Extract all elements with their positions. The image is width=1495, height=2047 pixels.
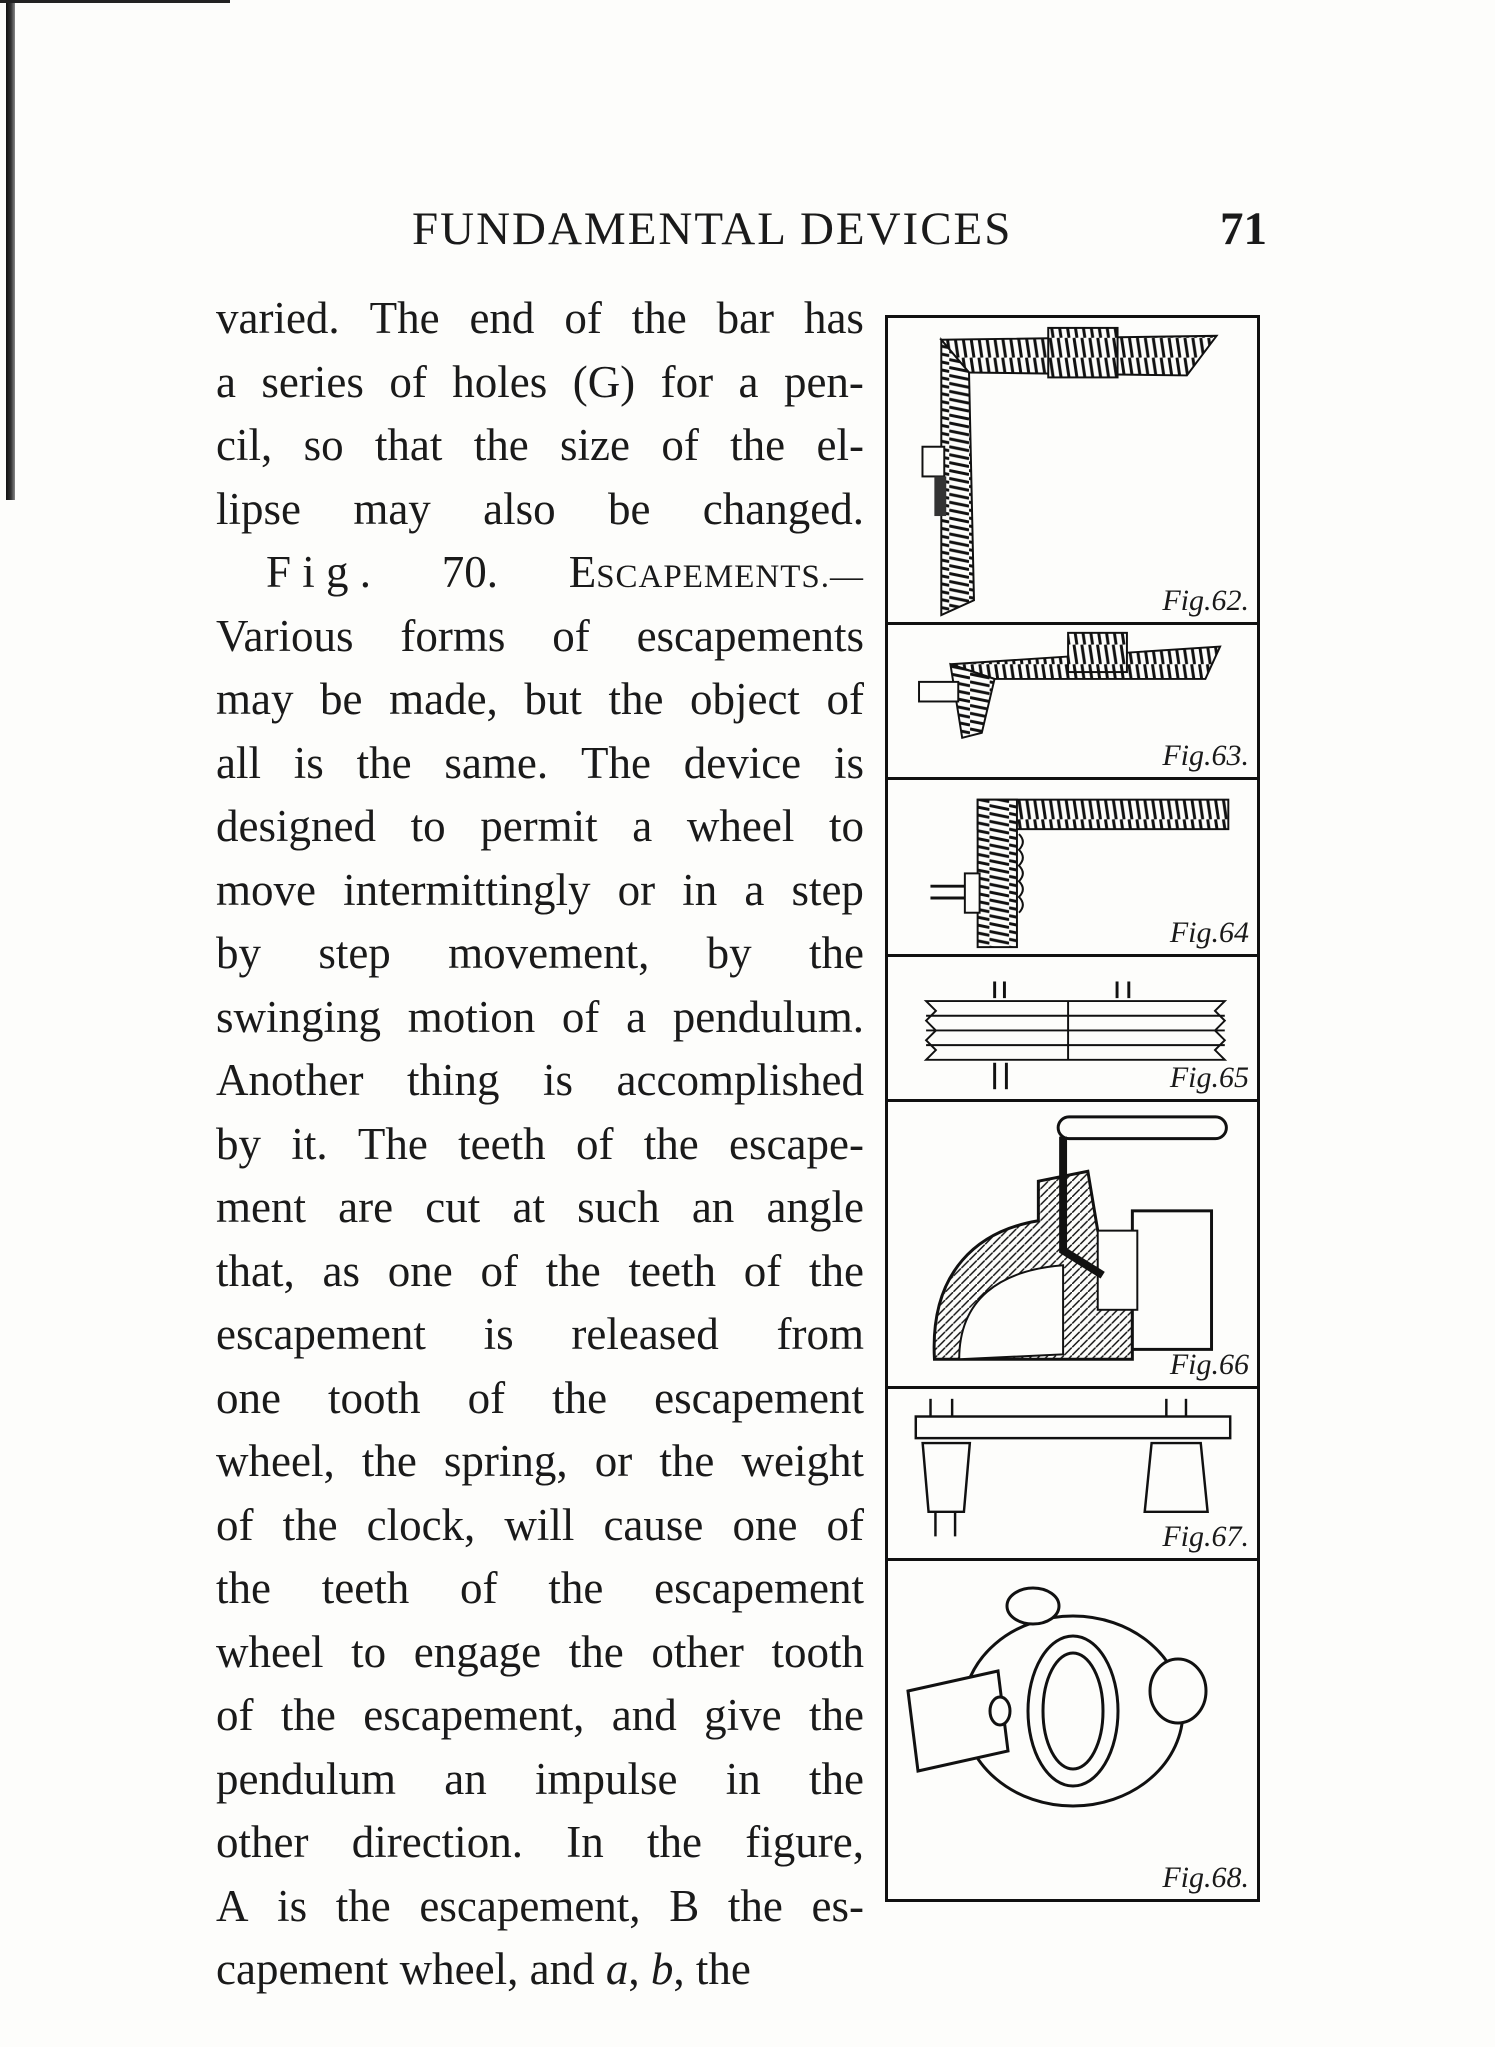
section-line: ment are cut at such an angle [216,1182,864,1232]
section-line: wheel, the spring, or the weight [216,1436,864,1486]
section-line: that, as one of the teeth of the [216,1245,864,1296]
figure-62 [888,318,1257,625]
section-line: Various forms of escapements [216,610,864,661]
section-line: of the escapement, and give the [216,1690,864,1740]
section-line: wheel to engage the other tooth [216,1626,864,1677]
valve-with-lever-drawing [888,1102,1257,1386]
top-rule [0,0,230,3]
body-line: lipse may also be changed. [216,483,864,534]
section-line: may be made, but the object of [216,674,864,724]
figure-66 [888,1102,1257,1389]
section-line: designed to permit a wheel to [216,801,864,851]
figure-63 [888,625,1257,780]
section-line: escapement is released from [216,1309,864,1359]
section-line: swinging motion of a pendulum. [216,991,864,1042]
section-line: the teeth of the escapement [216,1563,864,1613]
section-line: pendulum an impulse in the [216,1753,864,1804]
section-heading-line [216,541,864,605]
section-line: by step movement, by the [216,928,864,978]
figure-64-label: Fig.64 [1169,916,1249,949]
body-line: varied. The end of the bar has [216,293,864,343]
figure-63-label: Fig.63. [1162,739,1249,772]
body-line: a series of holes (G) for a pen- [216,356,864,407]
section-line: other direction. In the figure, [216,1817,864,1867]
section-line: all is the same. The device is [216,737,864,788]
figure-65 [888,957,1257,1102]
paragraph-escapements [216,605,864,1939]
section-line: Another thing is accomplished [216,1055,864,1105]
section-line: by it. The teeth of the escape- [216,1118,864,1169]
figure-68-label: Fig.68. [1162,1861,1249,1894]
figure-64 [888,780,1257,957]
section-line: one tooth of the escapement [216,1372,864,1423]
body-line-last: capement wheel, and a, b, the [216,1944,751,1994]
body-text [216,287,864,2002]
section-heading: ESCAPEMENTS.— [568,547,864,597]
figure-62-label: Fig.62. [1162,584,1249,617]
page-number: 71 [1220,203,1267,255]
figure-67-label: Fig.67. [1162,1520,1249,1553]
bevel-gears-right-angle-drawing [888,318,1257,622]
figure-66-label: Fig.66 [1169,1348,1249,1381]
fig-reference-number: 70. [441,547,498,597]
binding-edge [6,0,15,500]
figure-65-label: Fig.65 [1169,1061,1249,1094]
figure-68 [888,1561,1257,1899]
section-line: of the clock, will cause one of [216,1499,864,1550]
fig-reference: F i g . [266,547,372,597]
running-head: FUNDAMENTAL DEVICES [412,203,1013,255]
figure-plate [885,315,1260,1902]
section-line: move intermittingly or in a step [216,864,864,915]
eccentric-strap-drawing [888,1561,1257,1899]
section-line: A is the escapement, B the es- [216,1880,864,1931]
paragraph-continued [216,287,864,541]
body-line: cil, so that the size of the el- [216,420,864,470]
figure-67 [888,1389,1257,1561]
